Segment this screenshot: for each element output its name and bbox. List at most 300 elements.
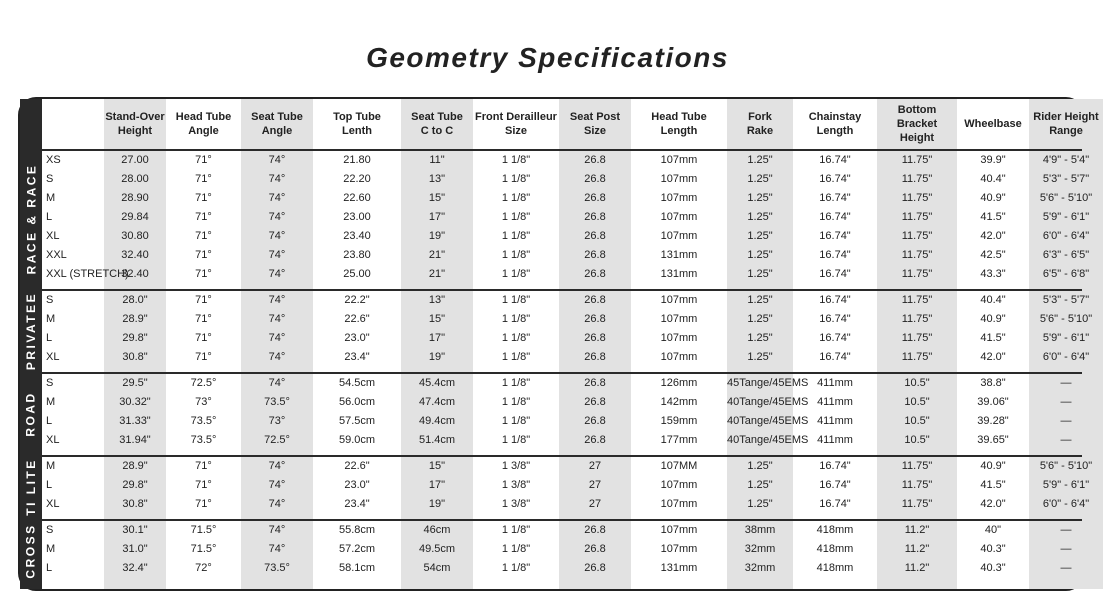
cell-front-derailleur-size: 1 1/8" xyxy=(501,434,531,446)
size-label: XL xyxy=(46,230,60,242)
cell-head-tube-angle: 71° xyxy=(195,460,212,472)
section-label xyxy=(20,149,42,289)
cell-seat-tube-angle: 74° xyxy=(268,268,286,280)
cell-head-tube-angle: 72° xyxy=(195,562,212,574)
cell-head-tube-length: 107mm xyxy=(660,211,698,223)
cell-chainstay-length: 16.74" xyxy=(819,313,851,325)
cell-bottom-bracket-height: 11.75" xyxy=(901,479,933,491)
cell-wheelbase: 40.9" xyxy=(980,313,1006,325)
cell-stand-over-height: 28.9" xyxy=(122,460,148,472)
cell-top-tube-length: 23.40 xyxy=(343,230,371,242)
cell-seat-tube-c-to-c: 49.4cm xyxy=(418,415,456,427)
cell-head-tube-angle: 71° xyxy=(195,173,212,185)
cell-front-derailleur-size: 1 3/8" xyxy=(501,460,531,472)
cell-top-tube-length: 54.5cm xyxy=(338,377,376,389)
cell-seat-post-size: 26.8 xyxy=(584,173,606,185)
cell-seat-tube-c-to-c: 17" xyxy=(428,211,446,223)
cell-top-tube-length: 23.80 xyxy=(343,249,371,261)
cell-wheelbase: 38.8" xyxy=(980,377,1006,389)
cell-wheelbase: 42.0" xyxy=(980,498,1006,510)
cell-front-derailleur-size: 1 1/8" xyxy=(501,524,531,536)
cell-seat-tube-c-to-c: 45.4cm xyxy=(418,377,456,389)
cell-front-derailleur-size: 1 3/8" xyxy=(501,498,531,510)
cell-seat-tube-angle: 74° xyxy=(268,351,286,363)
size-label: M xyxy=(46,192,56,204)
table-row xyxy=(42,412,1082,431)
cell-seat-post-size: 26.8 xyxy=(584,211,606,223)
cell-seat-tube-angle: 73.5° xyxy=(264,562,290,574)
cell-front-derailleur-size: 1 1/8" xyxy=(501,396,531,408)
cell-wheelbase: 43.3" xyxy=(980,268,1006,280)
cell-seat-post-size: 26.8 xyxy=(584,377,606,389)
size-label: XXL xyxy=(46,249,67,261)
cell-fork-rake: 1.25" xyxy=(747,313,773,325)
cell-stand-over-height: 28.90 xyxy=(121,192,149,204)
table-row xyxy=(42,348,1090,367)
cell-bottom-bracket-height: 11.75" xyxy=(901,192,933,204)
cell-wheelbase: 39.9" xyxy=(980,154,1006,166)
cell-chainstay-length: 16.74" xyxy=(819,249,851,261)
cell-fork-rake: 1.25" xyxy=(747,498,773,510)
cell-chainstay-length: 16.74" xyxy=(819,294,851,306)
cell-rider-height-range: 5'3" - 5'7" xyxy=(1042,294,1090,306)
cell-bottom-bracket-height: 11.75" xyxy=(901,332,933,344)
cell-seat-tube-angle: 74° xyxy=(268,230,286,242)
cell-seat-post-size: 26.8 xyxy=(584,313,606,325)
cell-top-tube-length: 59.0cm xyxy=(338,434,376,446)
cell-head-tube-length: 131mm xyxy=(660,249,698,261)
cell-bottom-bracket-height: 11.2" xyxy=(904,524,930,536)
cell-chainstay-length: 411mm xyxy=(817,396,853,408)
cell-wheelbase: 40.3" xyxy=(980,543,1006,555)
cell-seat-post-size: 27 xyxy=(588,460,602,472)
cell-bottom-bracket-height: 10.5" xyxy=(904,434,930,446)
cell-rider-height-range: 5'6" - 5'10" xyxy=(1039,460,1093,472)
cell-rider-height-range: — xyxy=(1060,543,1072,555)
size-label: M xyxy=(46,396,56,408)
table-row xyxy=(42,457,1093,476)
cell-fork-rake: 45Tange/45EMS xyxy=(727,377,809,389)
cell-fork-rake: 1.25" xyxy=(747,154,773,166)
cell-seat-post-size: 26.8 xyxy=(584,154,606,166)
cell-wheelbase: 40.4" xyxy=(980,173,1006,185)
cell-top-tube-length: 22.20 xyxy=(343,173,371,185)
cell-rider-height-range: 6'5" - 6'8" xyxy=(1042,268,1090,280)
cell-stand-over-height: 28.00 xyxy=(121,173,149,185)
cell-chainstay-length: 16.74" xyxy=(819,192,851,204)
table-row xyxy=(42,227,1090,246)
cell-head-tube-angle: 71° xyxy=(195,498,212,510)
cell-seat-post-size: 26.8 xyxy=(584,192,606,204)
cell-fork-rake: 40Tange/45EMS xyxy=(727,415,809,427)
geometry-table xyxy=(18,97,1099,591)
cell-seat-post-size: 26.8 xyxy=(584,543,606,555)
cell-stand-over-height: 30.8" xyxy=(122,498,148,510)
cell-chainstay-length: 418mm xyxy=(816,524,854,536)
cell-head-tube-angle: 71° xyxy=(195,351,212,363)
cell-top-tube-length: 22.6" xyxy=(344,313,370,325)
section-label-text: TI LITE xyxy=(24,458,38,516)
cell-seat-post-size: 26.8 xyxy=(584,249,606,261)
size-label: XL xyxy=(46,498,60,510)
cell-head-tube-length: 107mm xyxy=(660,230,698,242)
cell-chainstay-length: 16.74" xyxy=(819,230,851,242)
cell-head-tube-angle: 71° xyxy=(195,313,212,325)
cell-bottom-bracket-height: 11.75" xyxy=(901,230,933,242)
cell-wheelbase: 39.28" xyxy=(977,415,1009,427)
cell-seat-post-size: 26.8 xyxy=(584,562,606,574)
cell-front-derailleur-size: 1 1/8" xyxy=(501,268,531,280)
table-row xyxy=(42,246,1090,265)
cell-head-tube-angle: 71° xyxy=(195,294,212,306)
cell-head-tube-length: 107mm xyxy=(660,154,698,166)
cell-seat-tube-c-to-c: 19" xyxy=(428,498,446,510)
cell-rider-height-range: 5'9" - 6'1" xyxy=(1042,332,1090,344)
cell-bottom-bracket-height: 11.75" xyxy=(901,460,933,472)
cell-stand-over-height: 30.1" xyxy=(122,524,148,536)
cell-head-tube-angle: 71.5° xyxy=(190,543,217,555)
cell-wheelbase: 40.3" xyxy=(980,562,1006,574)
cell-seat-post-size: 26.8 xyxy=(584,294,606,306)
cell-rider-height-range: — xyxy=(1060,415,1072,427)
cell-front-derailleur-size: 1 1/8" xyxy=(501,415,531,427)
cell-seat-tube-c-to-c: 21" xyxy=(428,268,446,280)
cell-front-derailleur-size: 1 1/8" xyxy=(501,211,531,223)
cell-seat-tube-c-to-c: 17" xyxy=(428,479,446,491)
table-row xyxy=(42,265,1090,284)
column-header-stand-over-height: Stand-Over Height xyxy=(105,111,165,137)
cell-wheelbase: 42.5" xyxy=(980,249,1006,261)
size-label: L xyxy=(46,332,53,344)
size-label: L xyxy=(46,211,53,223)
cell-stand-over-height: 32.4" xyxy=(122,562,148,574)
cell-stand-over-height: 32.40 xyxy=(121,268,149,280)
size-label: S xyxy=(46,173,54,185)
table-row xyxy=(42,310,1093,329)
table-row xyxy=(42,189,1093,208)
cell-chainstay-length: 411mm xyxy=(817,434,853,446)
cell-head-tube-length: 159mm xyxy=(660,415,698,427)
cell-top-tube-length: 23.4" xyxy=(344,498,370,510)
cell-rider-height-range: 5'6" - 5'10" xyxy=(1039,192,1093,204)
cell-seat-tube-c-to-c: 13" xyxy=(428,173,446,185)
cell-seat-tube-c-to-c: 49.5cm xyxy=(418,543,456,555)
cell-chainstay-length: 418mm xyxy=(816,543,854,555)
section-label-text: CROSS xyxy=(24,523,38,579)
cell-seat-post-size: 27 xyxy=(588,498,602,510)
cell-rider-height-range: — xyxy=(1060,562,1072,574)
cell-seat-tube-angle: 74° xyxy=(268,460,286,472)
cell-seat-tube-angle: 74° xyxy=(268,173,286,185)
cell-seat-post-size: 26.8 xyxy=(584,415,606,427)
cell-seat-tube-angle: 73.5° xyxy=(264,396,290,408)
table-row xyxy=(42,393,1082,412)
cell-rider-height-range: 5'9" - 6'1" xyxy=(1042,211,1090,223)
cell-head-tube-length: 107mm xyxy=(660,294,698,306)
cell-seat-post-size: 26.8 xyxy=(584,332,606,344)
cell-top-tube-length: 56.0cm xyxy=(338,396,376,408)
cell-head-tube-length: 107mm xyxy=(660,313,698,325)
cell-chainstay-length: 16.74" xyxy=(819,173,851,185)
cell-bottom-bracket-height: 10.5" xyxy=(904,396,930,408)
cell-rider-height-range: 5'6" - 5'10" xyxy=(1039,313,1093,325)
size-label: S xyxy=(46,294,54,306)
cell-head-tube-length: 107mm xyxy=(660,498,698,510)
cell-seat-post-size: 26.8 xyxy=(584,434,606,446)
cell-bottom-bracket-height: 11.75" xyxy=(901,154,933,166)
cell-stand-over-height: 29.8" xyxy=(122,332,148,344)
cell-top-tube-length: 23.00 xyxy=(343,211,371,223)
table-row xyxy=(42,540,1082,559)
cell-fork-rake: 1.25" xyxy=(747,268,773,280)
table-row xyxy=(42,291,1090,310)
cell-front-derailleur-size: 1 1/8" xyxy=(501,543,531,555)
cell-rider-height-range: 6'3" - 6'5" xyxy=(1042,249,1090,261)
cell-rider-height-range: 5'9" - 6'1" xyxy=(1042,479,1090,491)
cell-front-derailleur-size: 1 3/8" xyxy=(501,479,531,491)
cell-fork-rake: 1.25" xyxy=(747,479,773,491)
cell-head-tube-angle: 71° xyxy=(195,192,212,204)
cell-top-tube-length: 23.0" xyxy=(344,479,370,491)
cell-stand-over-height: 30.32" xyxy=(119,396,151,408)
size-label: M xyxy=(46,543,56,555)
cell-bottom-bracket-height: 11.75" xyxy=(901,498,933,510)
cell-stand-over-height: 30.80 xyxy=(121,230,149,242)
cell-bottom-bracket-height: 10.5" xyxy=(904,377,930,389)
cell-head-tube-length: 107mm xyxy=(660,524,698,536)
cell-head-tube-angle: 71.5° xyxy=(190,524,217,536)
cell-seat-tube-angle: 74° xyxy=(268,294,286,306)
cell-wheelbase: 41.5" xyxy=(980,479,1006,491)
cell-top-tube-length: 23.0" xyxy=(344,332,370,344)
column-header-wheelbase: Wheelbase xyxy=(964,118,1022,130)
section-label xyxy=(20,455,42,519)
table-row xyxy=(42,329,1090,348)
cell-seat-tube-angle: 74° xyxy=(268,192,286,204)
cell-head-tube-length: 107mm xyxy=(660,192,698,204)
cell-chainstay-length: 16.74" xyxy=(819,498,851,510)
cell-bottom-bracket-height: 11.75" xyxy=(901,173,933,185)
section-label-text: PRIVATEE xyxy=(24,291,39,370)
cell-bottom-bracket-height: 11.75" xyxy=(901,313,933,325)
cell-stand-over-height: 31.33" xyxy=(119,415,151,427)
cell-head-tube-angle: 71° xyxy=(195,211,212,223)
cell-head-tube-angle: 71° xyxy=(195,268,212,280)
cell-fork-rake: 1.25" xyxy=(747,460,773,472)
column-header-seat-tube-angle: Seat Tube Angle xyxy=(251,111,303,137)
cell-seat-post-size: 27 xyxy=(588,479,602,491)
cell-seat-tube-c-to-c: 21" xyxy=(428,249,446,261)
cell-top-tube-length: 57.2cm xyxy=(338,543,376,555)
cell-seat-tube-c-to-c: 11" xyxy=(429,154,445,166)
cell-bottom-bracket-height: 11.75" xyxy=(901,351,933,363)
cell-seat-tube-angle: 73° xyxy=(268,415,286,427)
cell-top-tube-length: 22.6" xyxy=(344,460,370,472)
cell-fork-rake: 38mm xyxy=(744,524,776,536)
cell-fork-rake: 32mm xyxy=(744,562,776,574)
column-header-seat-tube-c-to-c: Seat Tube C to C xyxy=(411,111,463,137)
size-label: XL xyxy=(46,434,60,446)
section-label-text: RACE & RACE xyxy=(24,163,38,275)
cell-head-tube-angle: 73.5° xyxy=(190,415,217,427)
cell-fork-rake: 1.25" xyxy=(747,332,773,344)
cell-fork-rake: 40Tange/45EMS xyxy=(727,396,809,408)
cell-chainstay-length: 16.74" xyxy=(819,268,851,280)
cell-seat-tube-angle: 74° xyxy=(268,313,286,325)
cell-head-tube-length: 107mm xyxy=(660,351,698,363)
column-header-bottom-bracket-height: Bottom Bracket Height xyxy=(896,104,938,144)
cell-fork-rake: 1.25" xyxy=(747,294,773,306)
table-row xyxy=(42,170,1090,189)
size-label: S xyxy=(46,377,54,389)
cell-seat-post-size: 26.8 xyxy=(584,351,606,363)
cell-head-tube-length: 107mm xyxy=(660,332,698,344)
cell-head-tube-length: 107mm xyxy=(660,543,698,555)
cell-chainstay-length: 16.74" xyxy=(819,154,851,166)
cell-head-tube-angle: 71° xyxy=(195,479,212,491)
cell-top-tube-length: 21.80 xyxy=(343,154,371,166)
column-header-head-tube-length: Head Tube Length xyxy=(651,111,707,137)
size-label: XS xyxy=(46,154,61,166)
cell-front-derailleur-size: 1 1/8" xyxy=(501,230,531,242)
column-header-size xyxy=(42,99,104,149)
cell-seat-tube-c-to-c: 47.4cm xyxy=(418,396,456,408)
cell-chainstay-length: 411mm xyxy=(817,377,853,389)
cell-fork-rake: 1.25" xyxy=(747,249,773,261)
cell-rider-height-range: 6'0" - 6'4" xyxy=(1042,230,1090,242)
column-header-fork-rake: Fork Rake xyxy=(746,111,774,137)
cell-seat-tube-c-to-c: 15" xyxy=(428,460,446,472)
cell-top-tube-length: 58.1cm xyxy=(338,562,376,574)
cell-head-tube-length: 126mm xyxy=(660,377,698,389)
cell-seat-post-size: 26.8 xyxy=(584,230,606,242)
section-label xyxy=(20,519,42,583)
cell-bottom-bracket-height: 11.75" xyxy=(901,268,933,280)
cell-bottom-bracket-height: 10.5" xyxy=(904,415,930,427)
cell-head-tube-length: 107mm xyxy=(660,479,698,491)
cell-chainstay-length: 16.74" xyxy=(819,351,851,363)
cell-seat-tube-c-to-c: 15" xyxy=(428,192,446,204)
cell-front-derailleur-size: 1 1/8" xyxy=(501,332,531,344)
cell-fork-rake: 1.25" xyxy=(747,211,773,223)
size-label: L xyxy=(46,415,53,427)
cell-front-derailleur-size: 1 1/8" xyxy=(501,562,531,574)
cell-stand-over-height: 31.0" xyxy=(122,543,148,555)
cell-wheelbase: 40.9" xyxy=(980,460,1006,472)
cell-front-derailleur-size: 1 1/8" xyxy=(501,313,531,325)
cell-head-tube-length: 142mm xyxy=(660,396,698,408)
cell-seat-tube-angle: 74° xyxy=(268,498,286,510)
column-header-rider-height-range: Rider Height Range xyxy=(1033,111,1099,137)
cell-seat-tube-angle: 74° xyxy=(268,377,286,389)
table-row xyxy=(42,476,1090,495)
cell-seat-tube-angle: 74° xyxy=(268,154,286,166)
size-label: M xyxy=(46,460,56,472)
section-label xyxy=(20,372,42,455)
section-sidebar xyxy=(20,99,42,589)
cell-seat-tube-c-to-c: 15" xyxy=(428,313,446,325)
cell-front-derailleur-size: 1 1/8" xyxy=(501,294,531,306)
cell-wheelbase: 41.5" xyxy=(980,332,1006,344)
cell-front-derailleur-size: 1 1/8" xyxy=(501,192,531,204)
column-header-chainstay-length: Chainstay Length xyxy=(808,111,862,137)
cell-wheelbase: 40" xyxy=(984,524,1002,536)
cell-chainstay-length: 418mm xyxy=(816,562,854,574)
cell-head-tube-length: 177mm xyxy=(660,434,698,446)
cell-stand-over-height: 29.5" xyxy=(122,377,148,389)
cell-fork-rake: 1.25" xyxy=(747,351,773,363)
cell-bottom-bracket-height: 11.2" xyxy=(904,562,930,574)
cell-head-tube-length: 107MM xyxy=(660,460,698,472)
column-header-top-tube-length: Top Tube Lenth xyxy=(333,111,381,137)
cell-wheelbase: 39.65" xyxy=(977,434,1009,446)
cell-head-tube-angle: 73.5° xyxy=(190,434,217,446)
cell-bottom-bracket-height: 11.75" xyxy=(901,211,933,223)
cell-rider-height-range: — xyxy=(1060,377,1072,389)
cell-top-tube-length: 25.00 xyxy=(343,268,371,280)
cell-chainstay-length: 16.74" xyxy=(819,332,851,344)
cell-seat-tube-c-to-c: 51.4cm xyxy=(418,434,456,446)
cell-seat-tube-c-to-c: 17" xyxy=(428,332,446,344)
section-label xyxy=(20,289,42,372)
size-label: XXL (STRETCH) xyxy=(46,268,129,280)
cell-head-tube-angle: 71° xyxy=(195,154,212,166)
cell-seat-tube-angle: 74° xyxy=(268,249,286,261)
size-label: L xyxy=(46,479,53,491)
cell-head-tube-angle: 72.5° xyxy=(190,377,217,389)
cell-seat-tube-angle: 72.5° xyxy=(264,434,290,446)
cell-bottom-bracket-height: 11.2" xyxy=(904,543,930,555)
cell-head-tube-angle: 71° xyxy=(195,249,212,261)
cell-seat-tube-angle: 74° xyxy=(268,211,286,223)
column-header-front-derailleur-size: Front Derailleur Size xyxy=(475,111,557,137)
cell-top-tube-length: 22.60 xyxy=(343,192,371,204)
table-row xyxy=(42,374,1082,393)
size-label: L xyxy=(46,562,53,574)
section-label-text: ROAD xyxy=(24,390,38,437)
cell-chainstay-length: 16.74" xyxy=(819,479,851,491)
table-row xyxy=(42,208,1090,227)
cell-seat-tube-c-to-c: 54cm xyxy=(423,562,451,574)
cell-fork-rake: 1.25" xyxy=(747,230,773,242)
cell-wheelbase: 42.0" xyxy=(980,230,1006,242)
cell-chainstay-length: 411mm xyxy=(817,415,853,427)
cell-rider-height-range: — xyxy=(1060,434,1072,446)
cell-head-tube-length: 107mm xyxy=(660,173,698,185)
cell-wheelbase: 40.4" xyxy=(980,294,1006,306)
cell-rider-height-range: — xyxy=(1060,396,1072,408)
cell-seat-tube-angle: 74° xyxy=(268,524,286,536)
cell-seat-tube-c-to-c: 19" xyxy=(428,230,446,242)
cell-rider-height-range: — xyxy=(1060,524,1072,536)
table-row xyxy=(42,431,1082,450)
cell-front-derailleur-size: 1 1/8" xyxy=(501,351,531,363)
cell-seat-tube-angle: 74° xyxy=(268,332,286,344)
cell-seat-tube-angle: 74° xyxy=(268,479,286,491)
cell-front-derailleur-size: 1 1/8" xyxy=(501,154,531,166)
table-row xyxy=(42,521,1082,540)
table-row xyxy=(42,495,1090,514)
cell-wheelbase: 39.06" xyxy=(977,396,1009,408)
cell-front-derailleur-size: 1 1/8" xyxy=(501,377,531,389)
cell-seat-post-size: 26.8 xyxy=(584,524,606,536)
cell-front-derailleur-size: 1 1/8" xyxy=(501,249,531,261)
cell-wheelbase: 42.0" xyxy=(980,351,1006,363)
cell-stand-over-height: 28.9" xyxy=(122,313,148,325)
cell-head-tube-angle: 71° xyxy=(195,230,212,242)
cell-rider-height-range: 5'3" - 5'7" xyxy=(1042,173,1090,185)
cell-head-tube-length: 131mm xyxy=(660,562,698,574)
